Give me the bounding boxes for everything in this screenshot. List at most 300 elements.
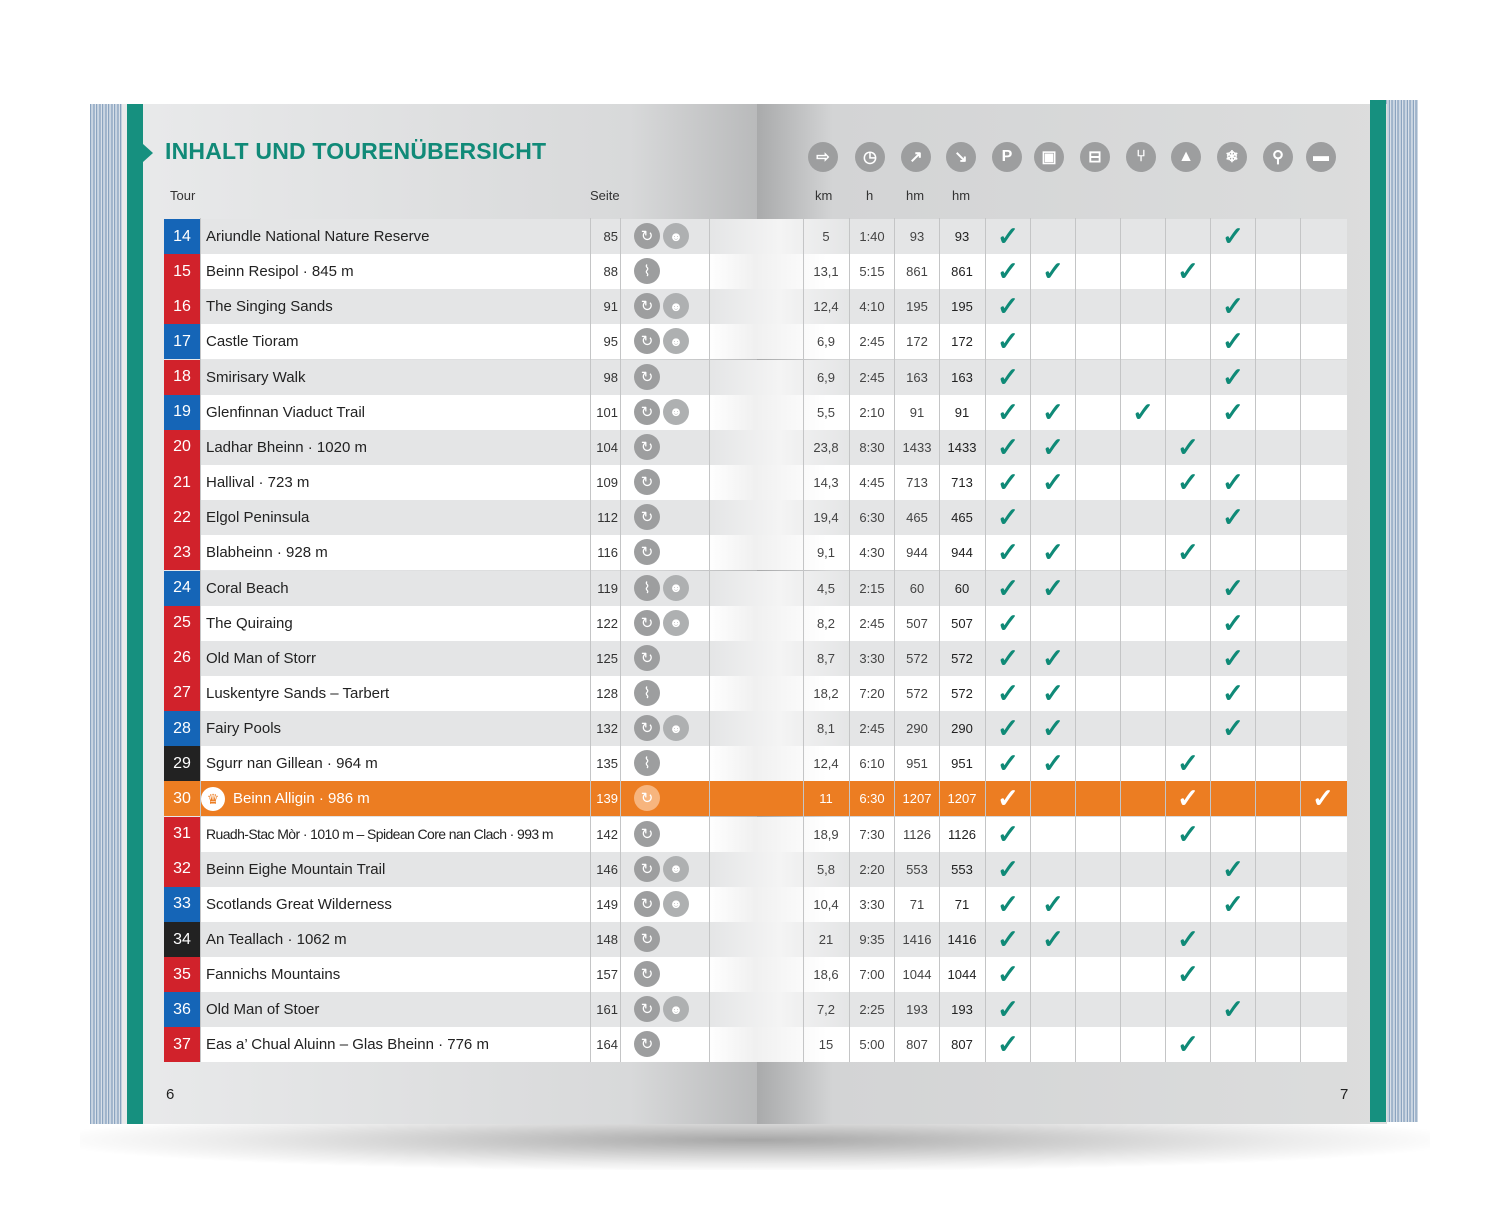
tour-type-icons <box>634 1031 660 1059</box>
tour-h: 6:30 <box>859 510 885 526</box>
check-icon: ✓ <box>1177 537 1199 568</box>
loop-tour-icon: ↻ <box>634 293 660 319</box>
tour-name: Beinn Eighe Mountain Trail <box>206 860 386 878</box>
check-icon: ✓ <box>1042 642 1064 673</box>
check-icon: ✓ <box>1177 256 1199 287</box>
tour-km: 18,9 <box>813 826 839 842</box>
tour-page-number: 146 <box>596 861 618 877</box>
tour-ascent: 93 <box>909 229 925 244</box>
check-icon: ✓ <box>1222 677 1244 708</box>
tour-km: 4,5 <box>816 580 836 596</box>
tour-number: 23 <box>164 535 200 570</box>
header-tour: Tour <box>170 188 196 203</box>
column-divider <box>849 218 850 1062</box>
restaurant-icon: ⑂ <box>1126 142 1156 172</box>
loop-tour-icon: ↻ <box>634 610 660 636</box>
tour-name: Eas a’ Chual Aluinn – Glas Bheinn · 776 m <box>206 1036 489 1054</box>
family-bear-icon: ☻ <box>663 293 689 319</box>
tour-name: An Teallach · 1062 m <box>206 931 347 948</box>
check-icon: ✓ <box>1042 748 1064 779</box>
tour-name: Ladhar Bheinn · 1020 m <box>206 438 367 456</box>
tour-h: 4:45 <box>859 475 885 491</box>
check-icon: ✓ <box>1042 256 1064 287</box>
tour-h: 9:35 <box>859 932 885 947</box>
tour-h: 5:00 <box>859 1037 885 1053</box>
table-row[interactable] <box>164 887 1347 922</box>
table-row[interactable] <box>164 430 1347 465</box>
table-row[interactable] <box>164 746 1347 781</box>
descent-arrow-icon: ↘ <box>946 142 976 172</box>
check-icon: ✓ <box>997 221 1019 251</box>
column-divider <box>985 218 986 1062</box>
tour-ascent: 1416 <box>902 932 932 947</box>
table-row[interactable] <box>164 324 1347 359</box>
tour-type-icons <box>634 434 660 462</box>
check-icon: ✓ <box>1042 431 1064 462</box>
tour-ascent: 572 <box>906 685 928 701</box>
tour-descent: 465 <box>951 510 973 526</box>
parking-icon: P <box>992 142 1022 172</box>
tour-h: 2:20 <box>859 861 885 877</box>
tour-number: 20 <box>164 430 200 465</box>
tour-descent: 944 <box>951 545 973 561</box>
tour-name: Blabheinn · 928 m <box>206 544 328 562</box>
check-icon: ✓ <box>1177 959 1199 990</box>
tour-km: 6,9 <box>816 369 836 385</box>
check-icon: ✓ <box>1177 818 1199 849</box>
tour-h: 4:30 <box>859 545 885 561</box>
check-icon: ✓ <box>1222 361 1244 392</box>
tour-page-number: 109 <box>596 475 618 491</box>
loop-tour-icon: ↻ <box>634 434 660 460</box>
tour-page-number: 98 <box>603 369 618 385</box>
tour-name: Elgol Peninsula <box>206 509 310 527</box>
tour-number: 25 <box>164 606 200 641</box>
tour-descent: 572 <box>951 685 973 701</box>
loop-tour-icon: ↻ <box>634 399 660 425</box>
table-row[interactable] <box>164 852 1347 887</box>
tour-type-icons <box>634 645 660 673</box>
tour-km: 14,3 <box>813 475 839 491</box>
tour-ascent: 172 <box>906 334 928 350</box>
tour-name: Fannichs Mountains <box>206 966 341 984</box>
tour-type-icons <box>634 364 660 392</box>
tour-ascent: 1207 <box>902 791 932 807</box>
tour-type-icons <box>634 856 689 884</box>
check-icon: ✓ <box>1222 607 1244 638</box>
family-bear-icon: ☻ <box>663 223 689 249</box>
tour-h: 2:45 <box>859 334 885 350</box>
tour-type-icons <box>634 328 689 356</box>
tour-name: Ariundle National Nature Reserve <box>206 228 430 245</box>
loop-tour-icon: ↻ <box>634 856 660 882</box>
oneway-tour-icon: ⌇ <box>634 680 660 706</box>
check-icon: ✓ <box>997 291 1019 322</box>
check-icon: ✓ <box>997 713 1019 744</box>
tour-type-icons <box>634 610 689 638</box>
check-icon: ✓ <box>1222 713 1244 744</box>
tour-number: 36 <box>164 992 200 1027</box>
check-icon: ✓ <box>997 994 1019 1025</box>
tour-number: 14 <box>164 219 200 254</box>
tour-ascent: 193 <box>906 1002 928 1018</box>
tour-page-number: 149 <box>596 896 618 912</box>
tour-number: 32 <box>164 852 200 887</box>
tour-name: The Singing Sands <box>206 298 333 316</box>
tour-name: Coral Beach <box>206 579 289 597</box>
tour-descent: 553 <box>951 861 973 877</box>
column-divider <box>939 218 940 1062</box>
check-icon: ✓ <box>997 642 1019 673</box>
check-icon: ✓ <box>1222 572 1244 603</box>
tour-km: 23,8 <box>813 439 839 455</box>
tour-descent: 951 <box>951 756 973 772</box>
tour-number: 34 <box>164 922 200 957</box>
tour-type-icons <box>634 469 660 497</box>
tour-number: 31 <box>164 817 200 852</box>
column-divider <box>1300 218 1301 1062</box>
table-row[interactable] <box>164 922 1347 957</box>
header-km: km <box>815 188 833 203</box>
table-row[interactable] <box>164 641 1347 676</box>
check-icon: ✓ <box>997 467 1019 498</box>
check-icon: ✓ <box>1042 888 1064 919</box>
tour-km: 11 <box>819 791 833 807</box>
table-row[interactable] <box>164 817 1347 852</box>
bicycle-icon: ⚲ <box>1263 142 1293 172</box>
tour-name: Fairy Pools <box>206 720 282 738</box>
tour-km: 5,5 <box>816 404 836 420</box>
column-divider <box>1255 218 1256 1062</box>
check-icon: ✓ <box>1222 994 1244 1025</box>
check-icon: ✓ <box>997 783 1019 814</box>
tour-km: 15 <box>818 1037 834 1053</box>
tour-descent: 195 <box>951 299 973 315</box>
tour-name: Scotlands Great Wilderness <box>206 895 392 913</box>
loop-tour-icon: ↻ <box>634 364 660 390</box>
table-row[interactable] <box>164 219 1347 254</box>
tour-h: 4:10 <box>859 299 885 315</box>
tour-page-number: 88 <box>603 264 618 280</box>
header-hm-up: hm <box>906 188 925 203</box>
column-divider <box>709 218 710 1062</box>
tour-name-text: Beinn Alligin · 986 m <box>233 790 370 808</box>
tour-page-number: 164 <box>596 1037 618 1053</box>
tour-number: 30 <box>164 781 200 816</box>
check-icon: ✓ <box>1042 677 1064 708</box>
tour-ascent: 861 <box>906 264 928 280</box>
tour-descent: 861 <box>951 264 973 280</box>
tour-h: 7:20 <box>859 685 885 701</box>
tour-ascent: 507 <box>906 615 928 631</box>
tour-ascent: 195 <box>906 299 928 315</box>
tour-ascent: 807 <box>906 1037 928 1053</box>
tour-descent: 507 <box>951 615 973 631</box>
table-row[interactable] <box>164 1027 1347 1062</box>
check-icon: ✓ <box>1222 502 1244 533</box>
tour-h: 2:45 <box>859 615 885 631</box>
tour-number: 17 <box>164 324 200 359</box>
family-bear-icon: ☻ <box>663 856 689 882</box>
crown-icon: ♛ <box>201 787 225 811</box>
tour-page-number: 122 <box>596 615 618 631</box>
tour-ascent: 713 <box>906 475 928 491</box>
tour-h: 7:00 <box>859 967 885 983</box>
tour-ascent: 91 <box>909 404 925 420</box>
tour-km: 10,4 <box>813 896 839 912</box>
check-icon: ✓ <box>1312 783 1334 814</box>
tour-name: Glenfinnan Viaduct Trail <box>206 403 365 421</box>
check-icon: ✓ <box>1042 467 1064 498</box>
tour-h: 7:30 <box>859 826 885 842</box>
check-icon: ✓ <box>1222 467 1244 498</box>
check-icon: ✓ <box>997 924 1019 954</box>
table-row[interactable] <box>164 711 1347 746</box>
tour-ascent: 1126 <box>903 826 931 842</box>
check-icon: ✓ <box>1132 396 1154 427</box>
table-row[interactable] <box>164 606 1347 641</box>
column-divider <box>200 218 201 1062</box>
table-row[interactable] <box>164 571 1347 606</box>
tour-page-number: 132 <box>596 721 618 737</box>
table-row[interactable] <box>164 360 1347 395</box>
column-divider <box>1075 218 1076 1062</box>
teal-border-left <box>127 104 143 1124</box>
tour-page-number: 125 <box>596 650 618 666</box>
check-icon: ✓ <box>997 361 1019 392</box>
table-row[interactable] <box>164 992 1347 1027</box>
tour-descent: 1416 <box>947 932 977 947</box>
check-icon: ✓ <box>1177 467 1199 498</box>
table-row[interactable] <box>164 781 1347 816</box>
check-icon: ✓ <box>1177 1029 1199 1060</box>
tour-page-number: 142 <box>596 826 618 842</box>
tour-name: Ruadh-Stac Mòr · 1010 m – Spidean Core nan Clach · 993 m <box>206 825 553 842</box>
tour-name: Hallival · 723 m <box>206 474 310 492</box>
loop-tour-icon: ↻ <box>634 223 660 249</box>
tour-ascent: 71 <box>909 896 925 912</box>
tour-ascent: 465 <box>906 510 928 526</box>
loop-tour-icon: ↻ <box>634 961 660 987</box>
tour-page-number: 95 <box>603 334 618 350</box>
tour-descent: 572 <box>951 650 973 666</box>
bus-icon: ▣ <box>1034 142 1064 172</box>
column-divider <box>894 218 895 1062</box>
tour-type-icons <box>634 680 660 708</box>
tour-number: 16 <box>164 289 200 324</box>
check-icon: ✓ <box>997 607 1019 638</box>
table-row[interactable] <box>164 957 1347 992</box>
loop-tour-icon: ↻ <box>634 539 660 565</box>
tour-ascent: 572 <box>906 650 928 666</box>
tour-km: 9,1 <box>816 545 836 561</box>
tour-km: 12,4 <box>813 299 839 315</box>
table-row[interactable] <box>164 254 1347 289</box>
tour-name: Beinn Resipol · 845 m <box>206 263 354 281</box>
tour-type-icons <box>634 750 660 778</box>
tour-descent: 1044 <box>947 967 977 983</box>
loop-tour-icon: ↻ <box>634 996 660 1022</box>
tour-km: 19,4 <box>813 510 839 526</box>
check-icon: ✓ <box>1042 572 1064 603</box>
tour-number: 28 <box>164 711 200 746</box>
oneway-tour-icon: ⌇ <box>634 575 660 601</box>
tour-page-number: 128 <box>596 685 618 701</box>
tour-name: Smirisary Walk <box>206 368 306 386</box>
tour-km: 21 <box>818 932 834 947</box>
tour-km: 5 <box>822 229 830 244</box>
tour-descent: 1207 <box>947 791 977 807</box>
check-icon: ✓ <box>997 818 1019 849</box>
tour-page-number: 157 <box>596 967 618 983</box>
tour-h: 5:15 <box>859 264 885 280</box>
tour-km: 13,1 <box>813 264 839 280</box>
tour-h: 6:30 <box>859 791 885 807</box>
tour-page-number: 91 <box>603 299 618 315</box>
table-row[interactable] <box>164 465 1347 500</box>
tour-km: 5,8 <box>816 861 836 877</box>
column-divider <box>1165 218 1166 1062</box>
table-row[interactable] <box>164 676 1347 711</box>
tour-page-number: 101 <box>596 404 618 420</box>
tour-h: 1:40 <box>859 229 885 244</box>
check-icon: ✓ <box>1222 888 1244 919</box>
check-icon: ✓ <box>1042 537 1064 568</box>
tour-number: 18 <box>164 360 200 395</box>
check-icon: ✓ <box>997 502 1019 533</box>
check-icon: ✓ <box>997 959 1019 990</box>
tour-type-icons <box>634 926 660 954</box>
column-divider <box>620 218 621 1062</box>
table-row[interactable] <box>164 289 1347 324</box>
family-bear-icon: ☻ <box>663 996 689 1022</box>
tour-descent: 71 <box>954 896 970 912</box>
tour-number: 29 <box>164 746 200 781</box>
check-icon: ✓ <box>1222 221 1244 251</box>
header-h: h <box>866 188 874 203</box>
tour-km: 12,4 <box>813 756 839 772</box>
loop-tour-icon: ↻ <box>634 785 660 811</box>
check-icon: ✓ <box>997 431 1019 462</box>
tour-descent: 172 <box>951 334 973 350</box>
tour-h: 2:45 <box>859 369 885 385</box>
table-row[interactable] <box>164 500 1347 535</box>
tour-ascent: 553 <box>906 861 928 877</box>
page-edges-right <box>1384 100 1418 1122</box>
bed-icon: ▬ <box>1306 142 1336 172</box>
tour-type-icons <box>634 539 660 567</box>
tour-km: 8,1 <box>816 721 836 737</box>
tour-page-number: 112 <box>597 510 618 526</box>
tour-page-number: 116 <box>597 545 618 561</box>
header-hm-down: hm <box>952 188 971 203</box>
tour-ascent: 944 <box>906 545 928 561</box>
check-icon: ✓ <box>1042 713 1064 744</box>
loop-tour-icon: ↻ <box>634 926 660 952</box>
column-divider <box>803 218 804 1062</box>
hut-icon: ▲ <box>1171 142 1201 172</box>
teal-border-right <box>1370 100 1386 1122</box>
header-seite: Seite <box>590 188 620 203</box>
family-bear-icon: ☻ <box>663 891 689 917</box>
tour-number: 22 <box>164 500 200 535</box>
tour-page-number: 148 <box>596 932 618 947</box>
tour-type-icons <box>634 785 660 813</box>
tour-name: Castle Tioram <box>206 333 299 351</box>
check-icon: ✓ <box>1177 431 1199 462</box>
tour-name: Old Man of Stoer <box>206 1001 320 1019</box>
check-icon: ✓ <box>1177 783 1199 814</box>
tour-number: 19 <box>164 395 200 430</box>
check-icon: ✓ <box>1222 853 1244 884</box>
tour-descent: 290 <box>951 721 973 737</box>
tour-type-icons <box>634 891 689 919</box>
tour-h: 2:45 <box>859 721 885 737</box>
tour-page-number: 104 <box>596 439 618 455</box>
family-bear-icon: ☻ <box>663 575 689 601</box>
snowflake-icon: ❄ <box>1217 142 1247 172</box>
check-icon: ✓ <box>1042 924 1064 954</box>
tour-km: 8,7 <box>816 650 836 666</box>
tour-ascent: 951 <box>906 756 928 772</box>
tour-km: 7,2 <box>816 1002 836 1018</box>
family-bear-icon: ☻ <box>663 328 689 354</box>
tour-descent: 713 <box>951 475 973 491</box>
tour-page-number: 119 <box>597 580 618 596</box>
tour-km: 18,2 <box>813 685 839 701</box>
tour-ascent: 290 <box>906 721 928 737</box>
tour-name: Sgurr nan Gillean · 964 m <box>206 755 378 773</box>
tour-number: 15 <box>164 254 200 289</box>
page-number-left: 6 <box>166 1086 175 1103</box>
tour-h: 2:10 <box>859 404 885 420</box>
check-icon: ✓ <box>997 396 1019 427</box>
check-icon: ✓ <box>997 748 1019 779</box>
clock-icon: ◷ <box>855 142 885 172</box>
check-icon: ✓ <box>997 537 1019 568</box>
check-icon: ✓ <box>1042 396 1064 427</box>
tour-number: 26 <box>164 641 200 676</box>
signpost-icon: ⇨ <box>808 142 838 172</box>
check-icon: ✓ <box>1222 326 1244 357</box>
tour-type-icons <box>634 821 660 849</box>
tour-type-icons <box>634 575 689 603</box>
tour-number: 37 <box>164 1027 200 1062</box>
tour-type-icons <box>634 996 689 1024</box>
loop-tour-icon: ↻ <box>634 469 660 495</box>
family-bear-icon: ☻ <box>663 715 689 741</box>
tour-ascent: 1044 <box>902 967 932 983</box>
check-icon: ✓ <box>997 853 1019 884</box>
tour-ascent: 1433 <box>902 439 932 455</box>
tour-name <box>206 781 370 816</box>
tour-type-icons <box>634 258 660 286</box>
oneway-tour-icon: ⌇ <box>634 750 660 776</box>
cable-car-icon: ⊟ <box>1080 142 1110 172</box>
tour-number: 33 <box>164 887 200 922</box>
table-row[interactable] <box>164 395 1347 430</box>
column-divider <box>1120 218 1121 1062</box>
tour-descent: 93 <box>954 229 970 244</box>
loop-tour-icon: ↻ <box>634 504 660 530</box>
check-icon: ✓ <box>997 256 1019 287</box>
page-title: INHALT UND TOURENÜBERSICHT <box>165 138 547 164</box>
tour-h: 3:30 <box>859 896 885 912</box>
column-divider <box>1030 218 1031 1062</box>
table-row[interactable] <box>164 535 1347 570</box>
tour-number: 21 <box>164 465 200 500</box>
tour-type-icons <box>634 223 689 251</box>
